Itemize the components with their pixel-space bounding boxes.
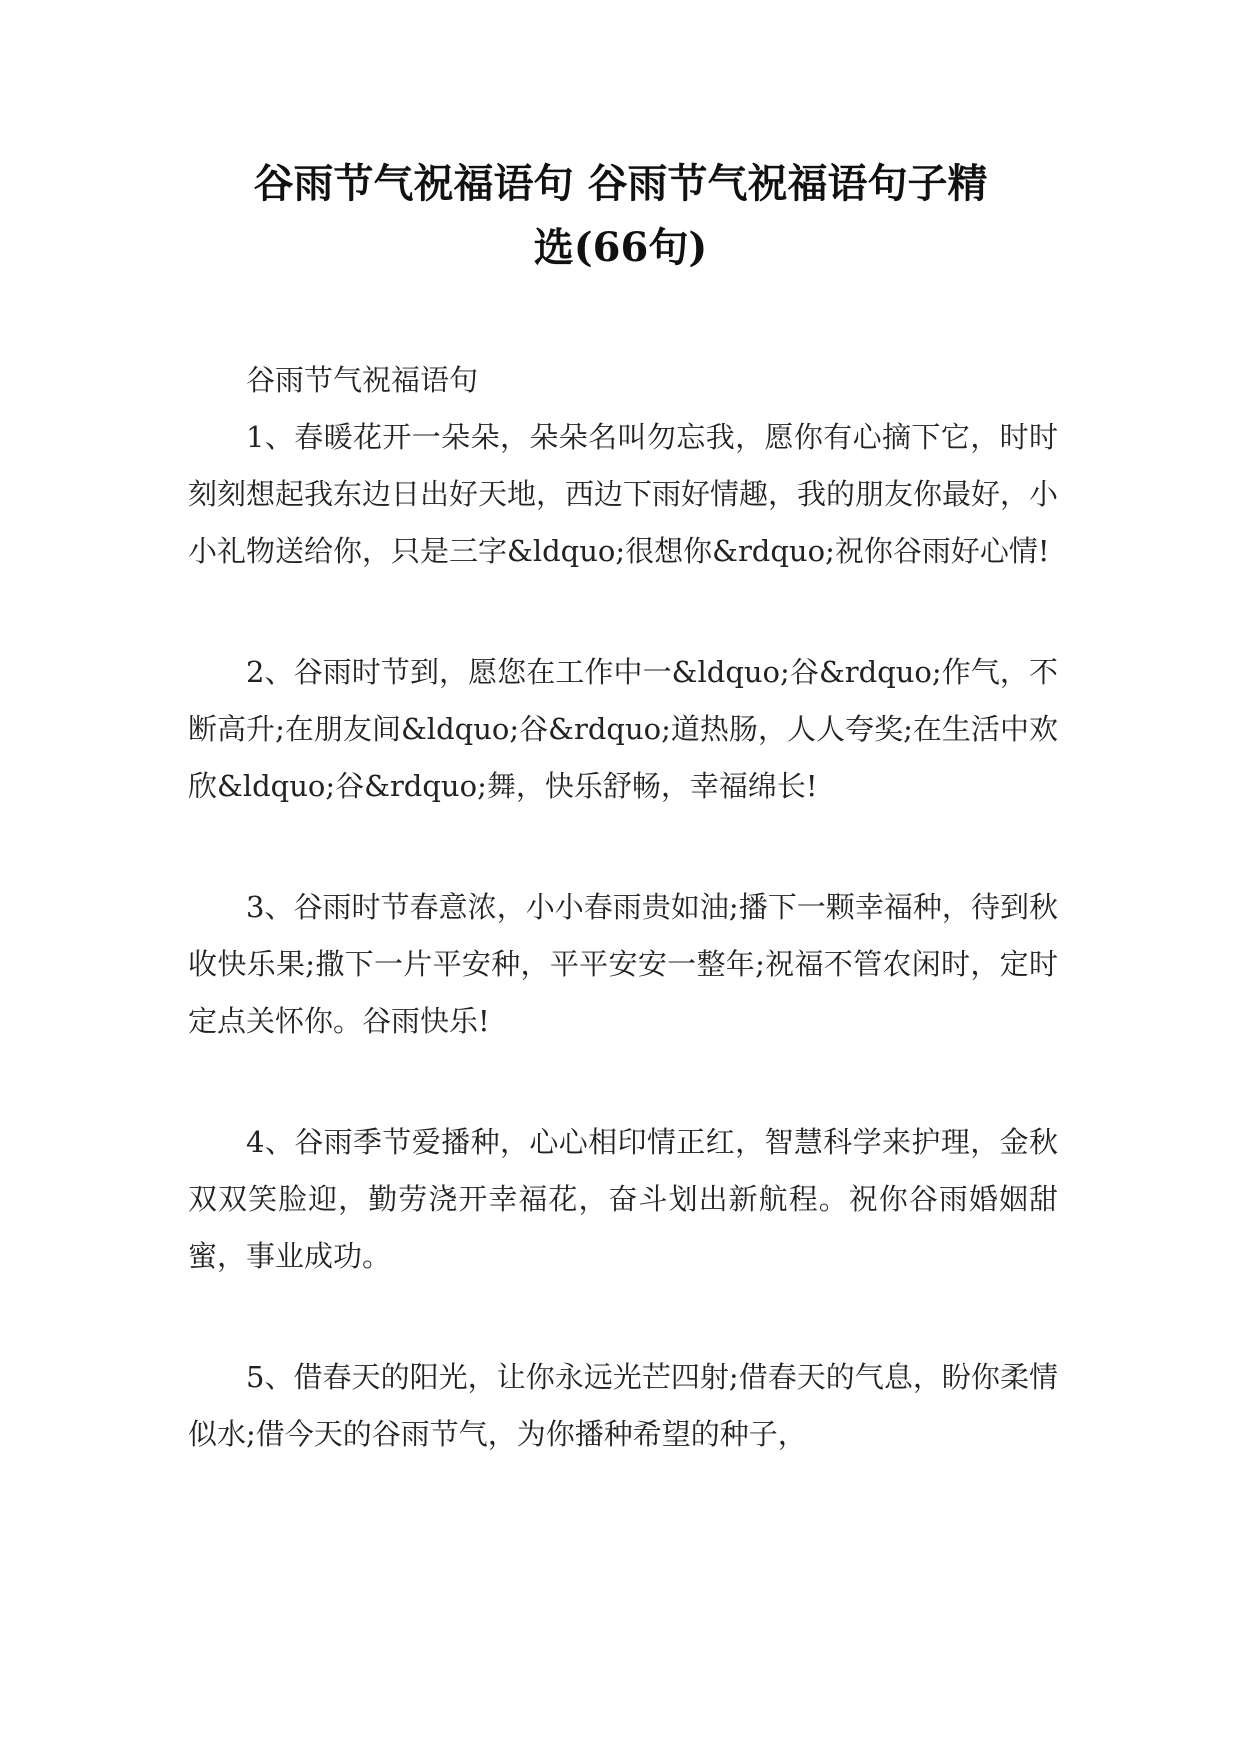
document-title (150, 152, 1091, 280)
paragraph: 1、春暖花开一朵朵，朵朵名叫勿忘我，愿你有心摘下它，时时刻刻想起我东边日出好天地，西边下雨好情趣，我的朋友你最好，小小礼物送给你，只是三字&ldquo;很想你&rdquo;祝你谷雨好心情! (188, 420, 1059, 568)
document-body (188, 352, 1058, 1527)
section-subheading: 谷雨节气祝福语句 (246, 363, 479, 397)
title-line-1: 谷雨节气祝福语句 谷雨节气祝福语句子精 (253, 160, 988, 207)
title-line-2: 选(66句) (533, 224, 708, 271)
paragraph: 4、谷雨季节爱播种，心心相印情正红，智慧科学来护理，金秋双双笑脸迎，勤劳浇开幸福花，奋斗划出新航程。祝你谷雨婚姻甜蜜，事业成功。 (188, 1125, 1058, 1273)
paragraph: 5、借春天的阳光，让你永远光芒四射;借春天的气息，盼你柔情似水;借今天的谷雨节气，为你播种希望的种子， (188, 1360, 1058, 1451)
paragraph: 3、谷雨时节春意浓，小小春雨贵如油;播下一颗幸福种，待到秋收快乐果;撒下一片平安种，平平安安一整年;祝福不管农闲时，定时定点关怀你。谷雨快乐! (188, 890, 1058, 1038)
paragraph: 2、谷雨时节到，愿您在工作中一&ldquo;谷&rdquo;作气，不断高升;在朋友间&ldquo;谷&rdquo;道热肠，人人夸奖;在生活中欢欣&ldquo;谷&rdquo;舞，快乐舒畅，幸福绵长! (188, 655, 1058, 803)
